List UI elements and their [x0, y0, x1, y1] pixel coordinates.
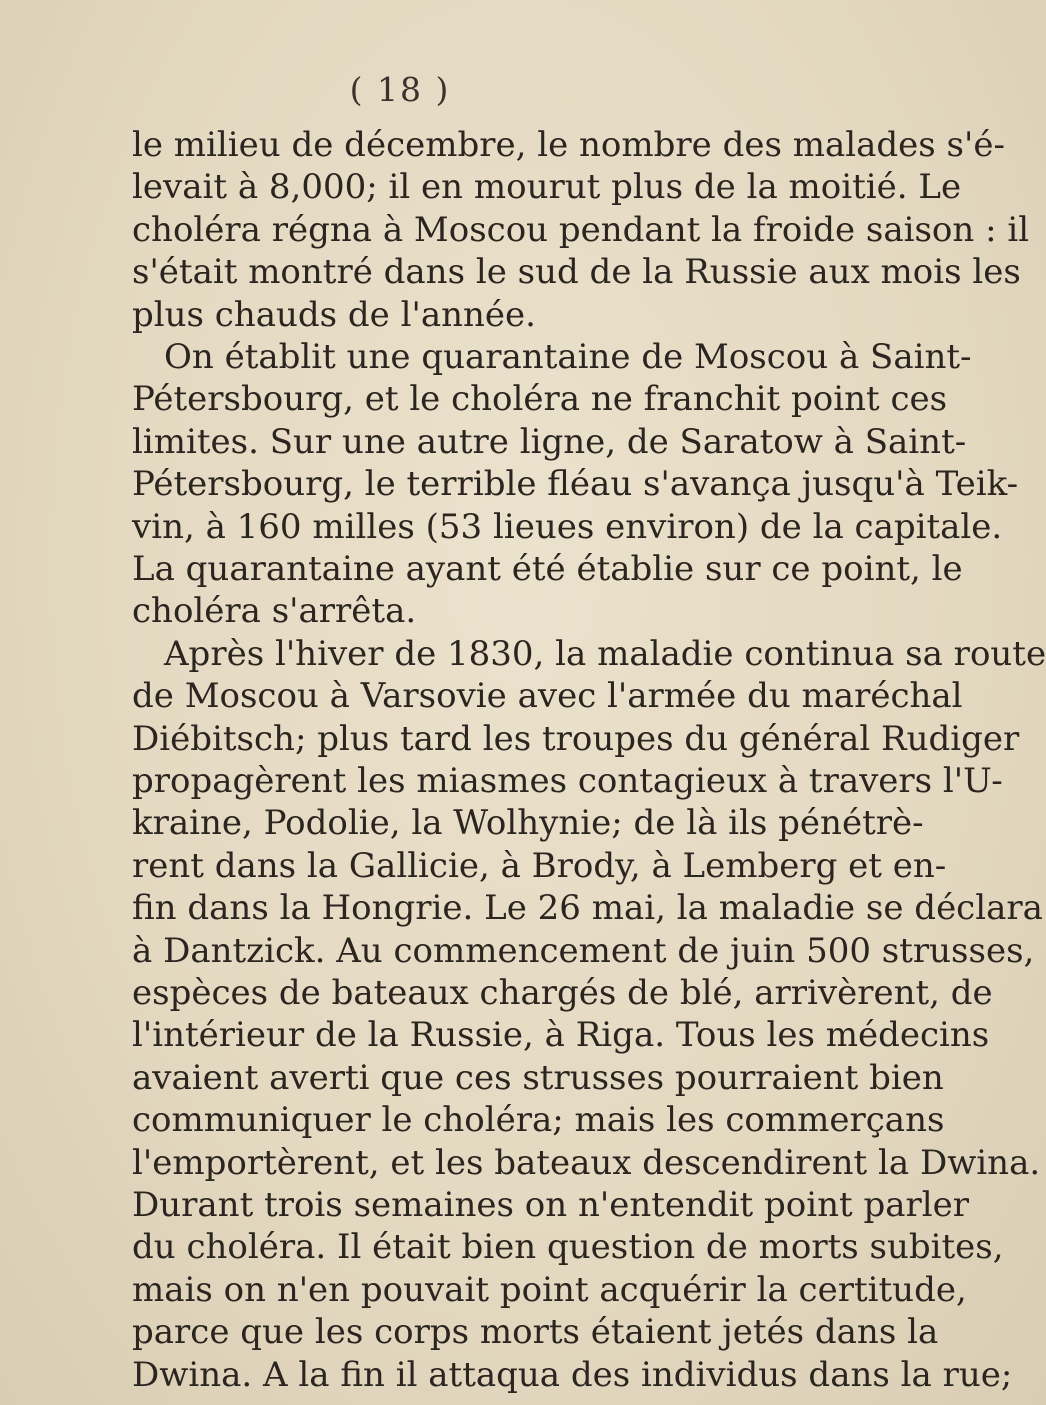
text-line-22: l'intérieur de la Russie, à Riga. Tous les médecins: [132, 1015, 990, 1056]
text-line-3: choléra régna à Moscou pendant la froide saison : il: [132, 209, 1030, 250]
page-number: ( 18 ): [349, 70, 451, 109]
text-line-18: rent dans la Gallicie, à Brody, à Lemberg et en-: [132, 845, 947, 886]
text-line-25: l'emportèrent, et les bateaux descendirent la Dwina.: [132, 1142, 1041, 1183]
text-line-4: s'était montré dans le sud de la Russie aux mois les: [132, 252, 1021, 293]
text-line-26: Durant trois semaines on n'entendit point parler: [132, 1185, 970, 1225]
text-line-5: plus chauds de l'année.: [132, 294, 536, 335]
text-line-6: On établit une quarantaine de Moscou à Saint-: [164, 337, 972, 377]
text-line-24: communiquer le choléra; mais les commerçans: [132, 1100, 945, 1141]
text-line-1: le milieu de décembre, le nombre des malades s'é-: [132, 125, 1005, 165]
text-line-12: choléra s'arrêta.: [132, 591, 417, 632]
text-line-30: Dwina. A la fin il attaqua des individus dans la rue;: [132, 1354, 1013, 1395]
text-line-8: limites. Sur une autre ligne, de Saratow à Saint-: [132, 421, 967, 462]
text-line-15: Diébitsch; plus tard les troupes du général Rudiger: [132, 718, 1020, 759]
text-line-13: Après l'hiver de 1830, la maladie continua sa route: [164, 633, 1046, 674]
text-line-17: kraine, Podolie, la Wolhynie; de là ils pénétrè-: [132, 803, 924, 844]
text-line-19: fin dans la Hongrie. Le 26 mai, la maladie se déclara: [132, 888, 1043, 929]
text-line-27: du choléra. Il était bien question de morts subites,: [132, 1227, 1004, 1268]
text-line-21: espèces de bateaux chargés de blé, arrivèrent, de: [132, 973, 993, 1013]
text-line-28: mais on n'en pouvait point acquérir la certitude,: [132, 1269, 967, 1310]
text-line-16: propagèrent les miasmes contagieux à travers l'U-: [132, 761, 1003, 801]
text-line-29: parce que les corps morts étaient jetés dans la: [132, 1312, 939, 1353]
text-line-10: vin, à 160 milles (53 lieues environ) de la capitale.: [132, 506, 1003, 547]
text-line-11: La quarantaine ayant été établie sur ce point, le: [132, 549, 963, 589]
text-line-2: levait à 8,000; il en mourut plus de la moitié. Le: [132, 167, 962, 208]
text-line-14: de Moscou à Varsovie avec l'armée du maréchal: [132, 676, 963, 717]
text-line-7: Pétersbourg, et le choléra ne franchit point ces: [132, 379, 948, 420]
text-line-20: à Dantzick. Au commencement de juin 500 strusses,: [132, 930, 1035, 971]
text-line-23: avaient averti que ces strusses pourraient bien: [132, 1057, 944, 1098]
text-line-9: Pétersbourg, le terrible fléau s'avança jusqu'à Teik-: [132, 464, 1019, 505]
